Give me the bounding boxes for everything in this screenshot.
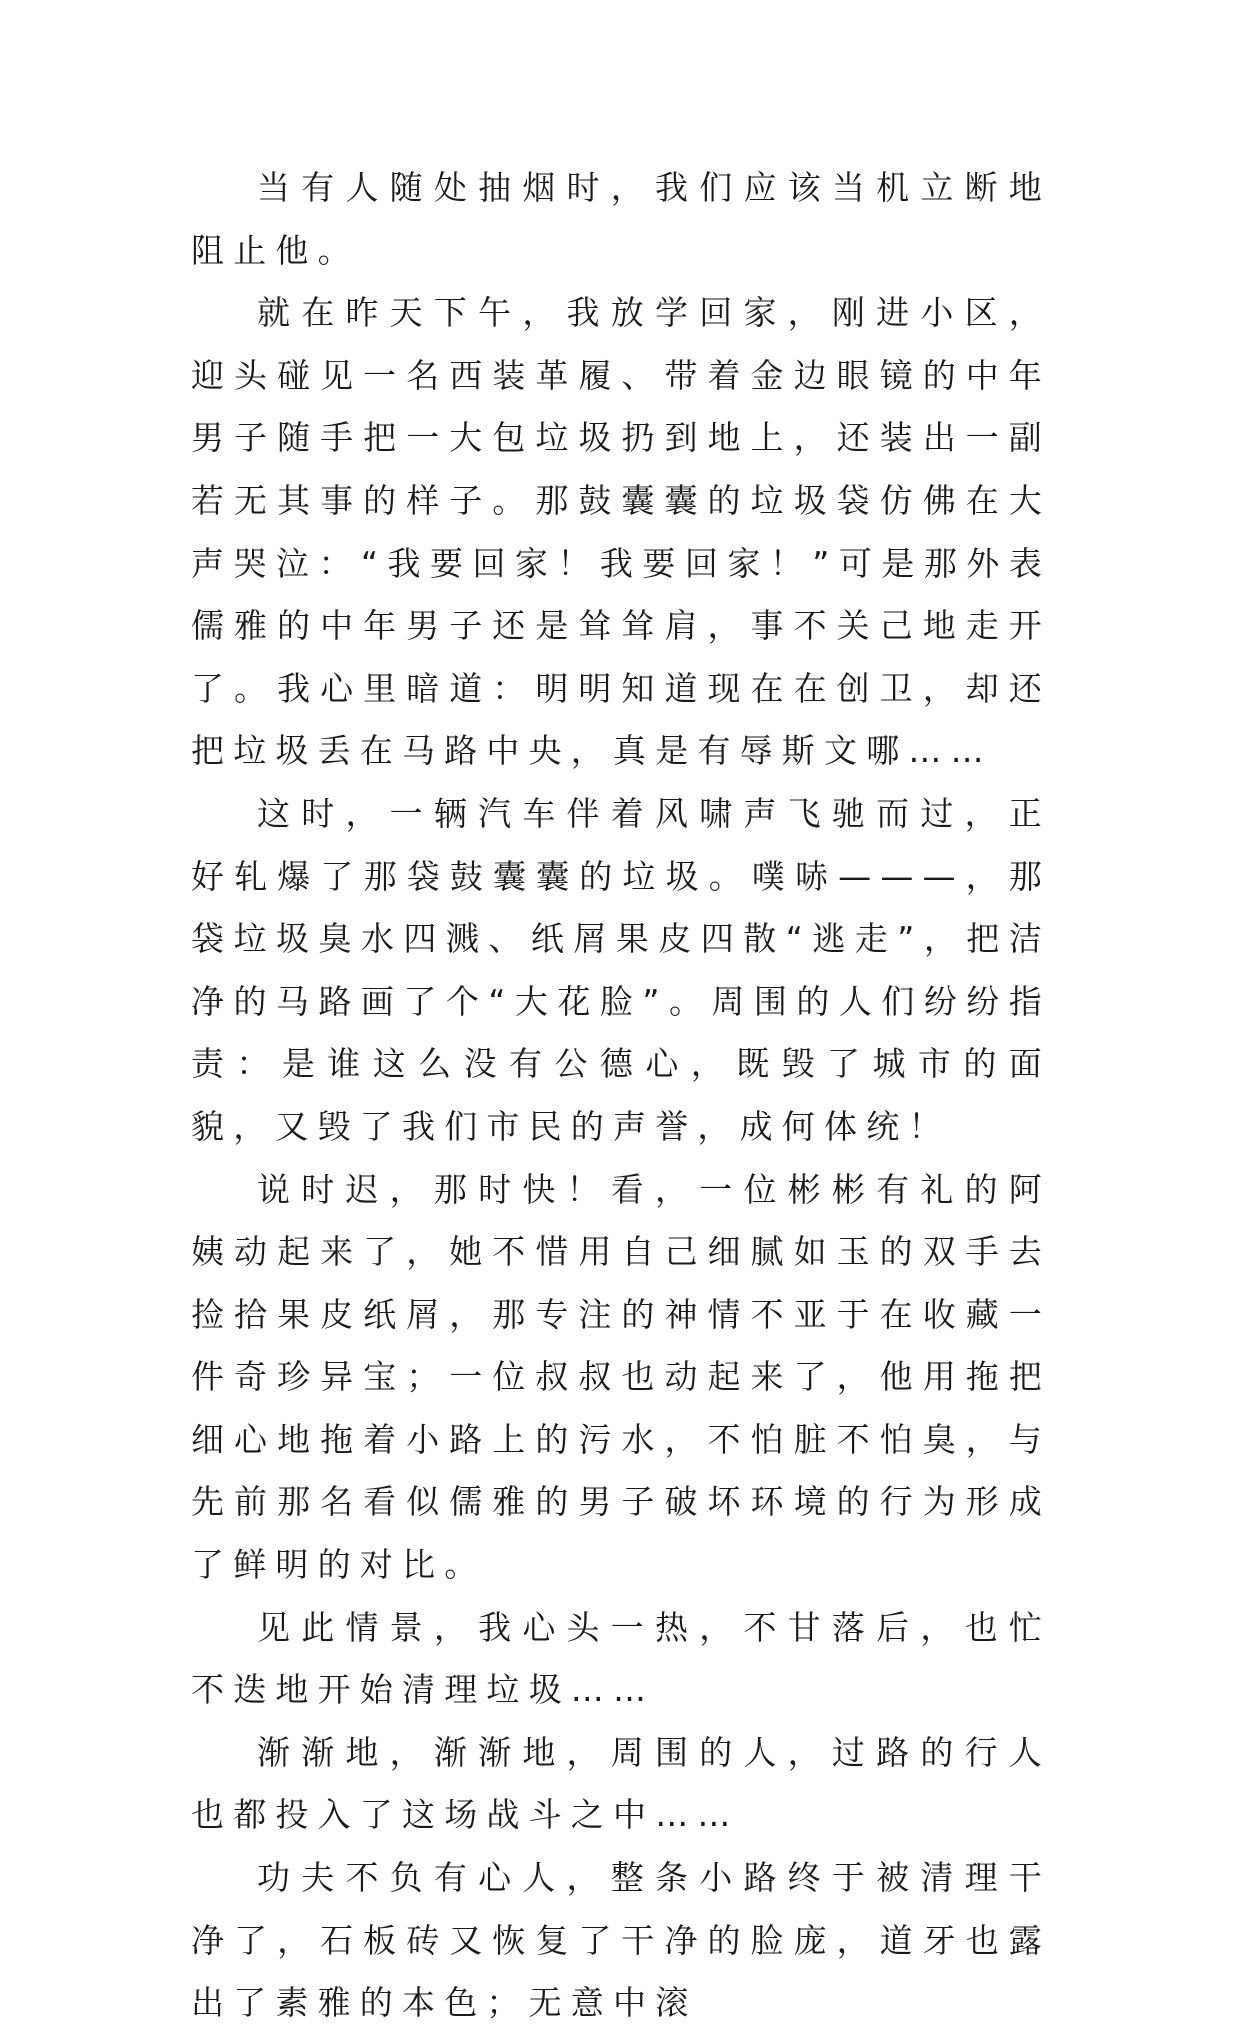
paragraph-7: 功夫不负有心人，整条小路终于被清理干净了，石板砖又恢复了干净的脸庞，道牙也露出了素雅的本色；无意中滚 — [191, 1858, 1051, 2023]
paragraph-1: 当有人随处抽烟时，我们应该当机立断地阻止他。 — [191, 168, 1051, 270]
paragraph-3: 这时，一辆汽车伴着风啸声飞驰而过，正好轧爆了那袋鼓囊囊的垃圾。噗哧———，那袋垃圾臭水四溅、纸屑果皮四散“逃走”，把洁净的马路画了个“大花脸”。周围的人们纷纷指责：是谁这么没有公德心，既毁了城市的面貌，又毁了我们市民的声誉，成何体统！ — [191, 793, 1051, 1146]
paragraph-6: 渐渐地，渐渐地，周围的人，过路的行人也都投入了这场战斗之中…… — [191, 1732, 1051, 1835]
paragraph-4: 说时迟，那时快！看，一位彬彬有礼的阿姨动起来了，她不惜用自己细腻如玉的双手去捡拾果皮纸屑，那专注的神情不亚于在收藏一件奇珍异宝；一位叔叔也动起来了，他用拖把细心地拖着小路上的污水，不怕脏不怕臭，与先前那名看似儒雅的男子破坏环境的行为形成了鲜明的对比。 — [191, 1169, 1051, 1585]
paragraph-5: 见此情景，我心头一热，不甘落后，也忙不迭地开始清理垃圾…… — [191, 1607, 1051, 1710]
paragraph-2: 就在昨天下午，我放学回家，刚进小区，迎头碰见一名西装革履、带着金边眼镜的中年男子随手把一大包垃圾扔到地上，还装出一副若无其事的样子。那鼓囊囊的垃圾袋仿佛在大声哭泣：“我要回家！我要回家！”可是那外表儒雅的中年男子还是耸耸肩，事不关己地走开了。我心里暗道：明明知道现在在创卫，却还把垃圾丢在马路中央，真是有辱斯文哪…… — [191, 293, 1051, 771]
essay-body — [191, 157, 1051, 2035]
